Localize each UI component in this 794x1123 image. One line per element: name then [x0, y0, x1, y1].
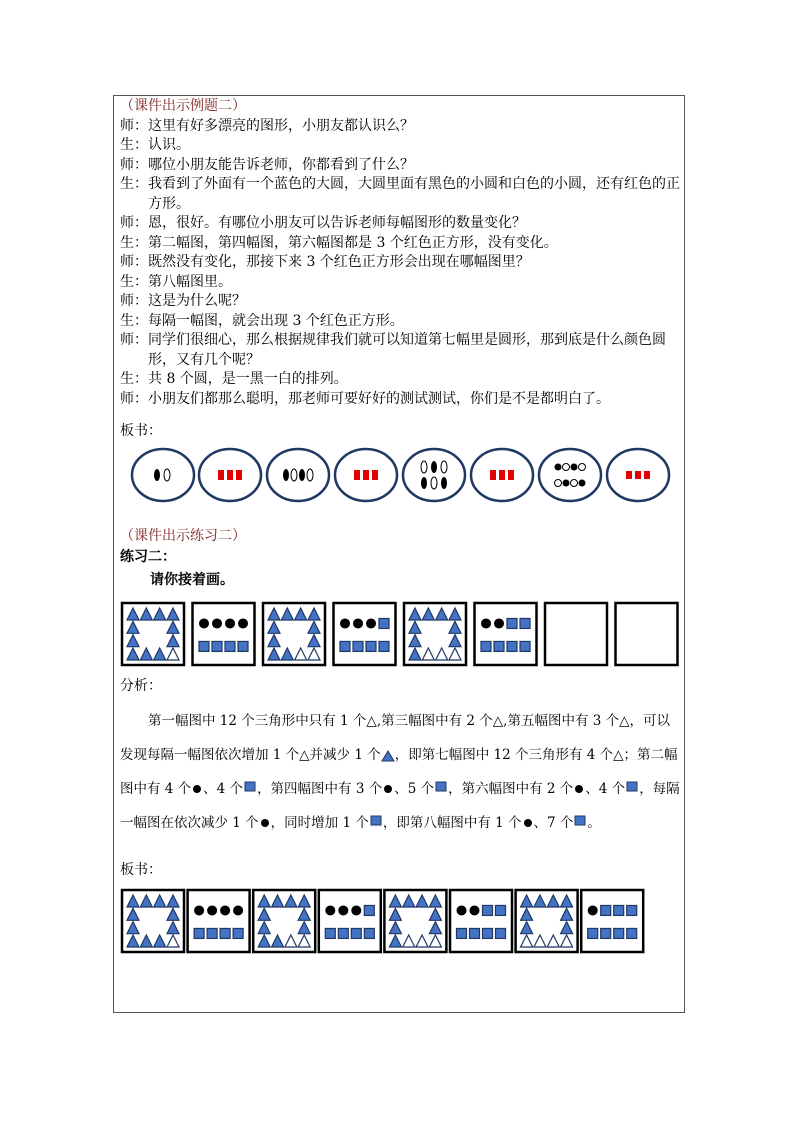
dot-square-figure [450, 890, 512, 952]
dialogue [120, 117, 680, 410]
dialogue-line: 师：这是为什么呢？ [120, 293, 246, 309]
circle-pattern-board [120, 445, 680, 505]
blue-square-icon [369, 814, 383, 834]
dot-square-figure [319, 890, 381, 952]
analysis-label: 分析： [120, 677, 162, 694]
exercise-instruction: 请你接着画。 [150, 571, 234, 588]
analysis-paragraph [120, 704, 680, 840]
circle-pattern-figure [126, 445, 676, 505]
blue-square-icon [434, 780, 448, 800]
triangle-square-figure [253, 890, 315, 952]
analysis-text-4: ，第四幅图中有 3 个 [257, 781, 383, 797]
triangle-square-figure [384, 890, 446, 952]
triangle-square-figure [516, 890, 578, 952]
dialogue-line: 师：同学们很细心，那么根据规律我们就可以知道第七幅里是圆形，那到底是什么颜色圆形，又有几个呢？ [120, 332, 666, 368]
dialogue-line: 师：这里有好多漂亮的图形，小朋友都认识么？ [120, 117, 414, 134]
dialogue-line: 生：我看到了外面有一个蓝色的大圆，大圆里面有黑色的小圆和白色的小圆，还有红色的正方形。 [120, 176, 680, 212]
board-label-2: 板书： [120, 862, 162, 878]
dialogue-line: 生：认识。 [120, 137, 190, 153]
dot-square-figure [334, 603, 396, 665]
black-dot-icon [522, 818, 534, 830]
analysis-text-1: 第一幅图中 12 个三角形中只有 1 个△,第三幅图中有 2 个△,第五幅图中有 3 个△，可以发现每隔一幅图依次增加 1 个△并减少 1 个 [120, 713, 671, 763]
dialogue-line: 师：哪位小朋友能告诉老师，你都看到了什么？ [120, 156, 414, 173]
empty-answer-box [616, 603, 678, 665]
cue-exercise-2: （课件出示练习二） [120, 528, 246, 544]
lesson-content [120, 97, 680, 954]
exercise-pattern-figure [120, 601, 680, 667]
exercise-answer-figure [120, 888, 680, 958]
black-dot-icon [259, 818, 271, 830]
exercise-pattern-answer [120, 888, 680, 954]
dialogue-line: 生：每隔一幅图，就会出现 3 个红色正方形。 [120, 312, 404, 329]
black-dot-icon [573, 784, 585, 796]
blue-square-icon [625, 780, 639, 800]
black-dot-icon [191, 784, 203, 796]
analysis-text-10: ，即第八幅图中有 1 个 [382, 815, 522, 831]
dialogue-line: 生：第二幅图，第四幅图，第六幅图都是 3 个红色正方形，没有变化。 [120, 234, 558, 251]
dialogue-line: 师：恩，很好。有哪位小朋友可以告诉老师每幅图形的数量变化？ [120, 215, 526, 231]
empty-answer-box [545, 603, 607, 665]
cue-example-2: （课件出示例题二） [120, 98, 246, 114]
blue-square-icon [243, 780, 257, 800]
dialogue-line: 师：既然没有变化，那接下来 3 个红色正方形会出现在哪幅图里？ [120, 254, 530, 270]
triangle-square-figure [263, 603, 325, 665]
analysis-text-9: ，同时增加 1 个 [270, 815, 369, 831]
dot-square-figure [581, 890, 643, 952]
exercise-title: 练习二： [120, 548, 176, 565]
dialogue-line: 生：第八幅图里。 [120, 273, 232, 290]
dialogue-line: 生：共 8 个圆，是一黑一白的排列。 [120, 371, 348, 387]
triangle-square-figure [122, 603, 184, 665]
board-label-1: 板书： [120, 423, 162, 439]
analysis-text-3: 、4 个 [203, 781, 244, 797]
blue-square-icon [573, 814, 587, 834]
analysis-text-2: ，即第七幅图中 12 个三角形有 4 个△；第二幅图中有 4 个 [120, 747, 678, 797]
analysis-text-11: 、7 个 [533, 815, 574, 831]
analysis-text-6: ，第六幅图中有 2 个 [448, 781, 574, 797]
analysis-text-8: ，每隔一幅图在依次减少 1 个 [120, 781, 680, 831]
dot-square-figure [475, 603, 537, 665]
analysis-text-5: 、5 个 [394, 781, 435, 797]
analysis-text-12: 。 [587, 815, 601, 831]
dialogue-line: 师：小朋友们都那么聪明，那老师可要好好的测试测试，你们是不是都明白了。 [120, 390, 610, 407]
triangle-square-figure [404, 603, 466, 665]
black-dot-icon [382, 784, 394, 796]
exercise-pattern-question [120, 601, 680, 667]
dot-square-figure [193, 603, 255, 665]
analysis-text [120, 704, 680, 840]
blue-triangle-icon [381, 750, 395, 762]
triangle-square-figure [122, 890, 184, 952]
analysis-text-7: 、4 个 [585, 781, 626, 797]
dot-square-figure [188, 890, 250, 952]
